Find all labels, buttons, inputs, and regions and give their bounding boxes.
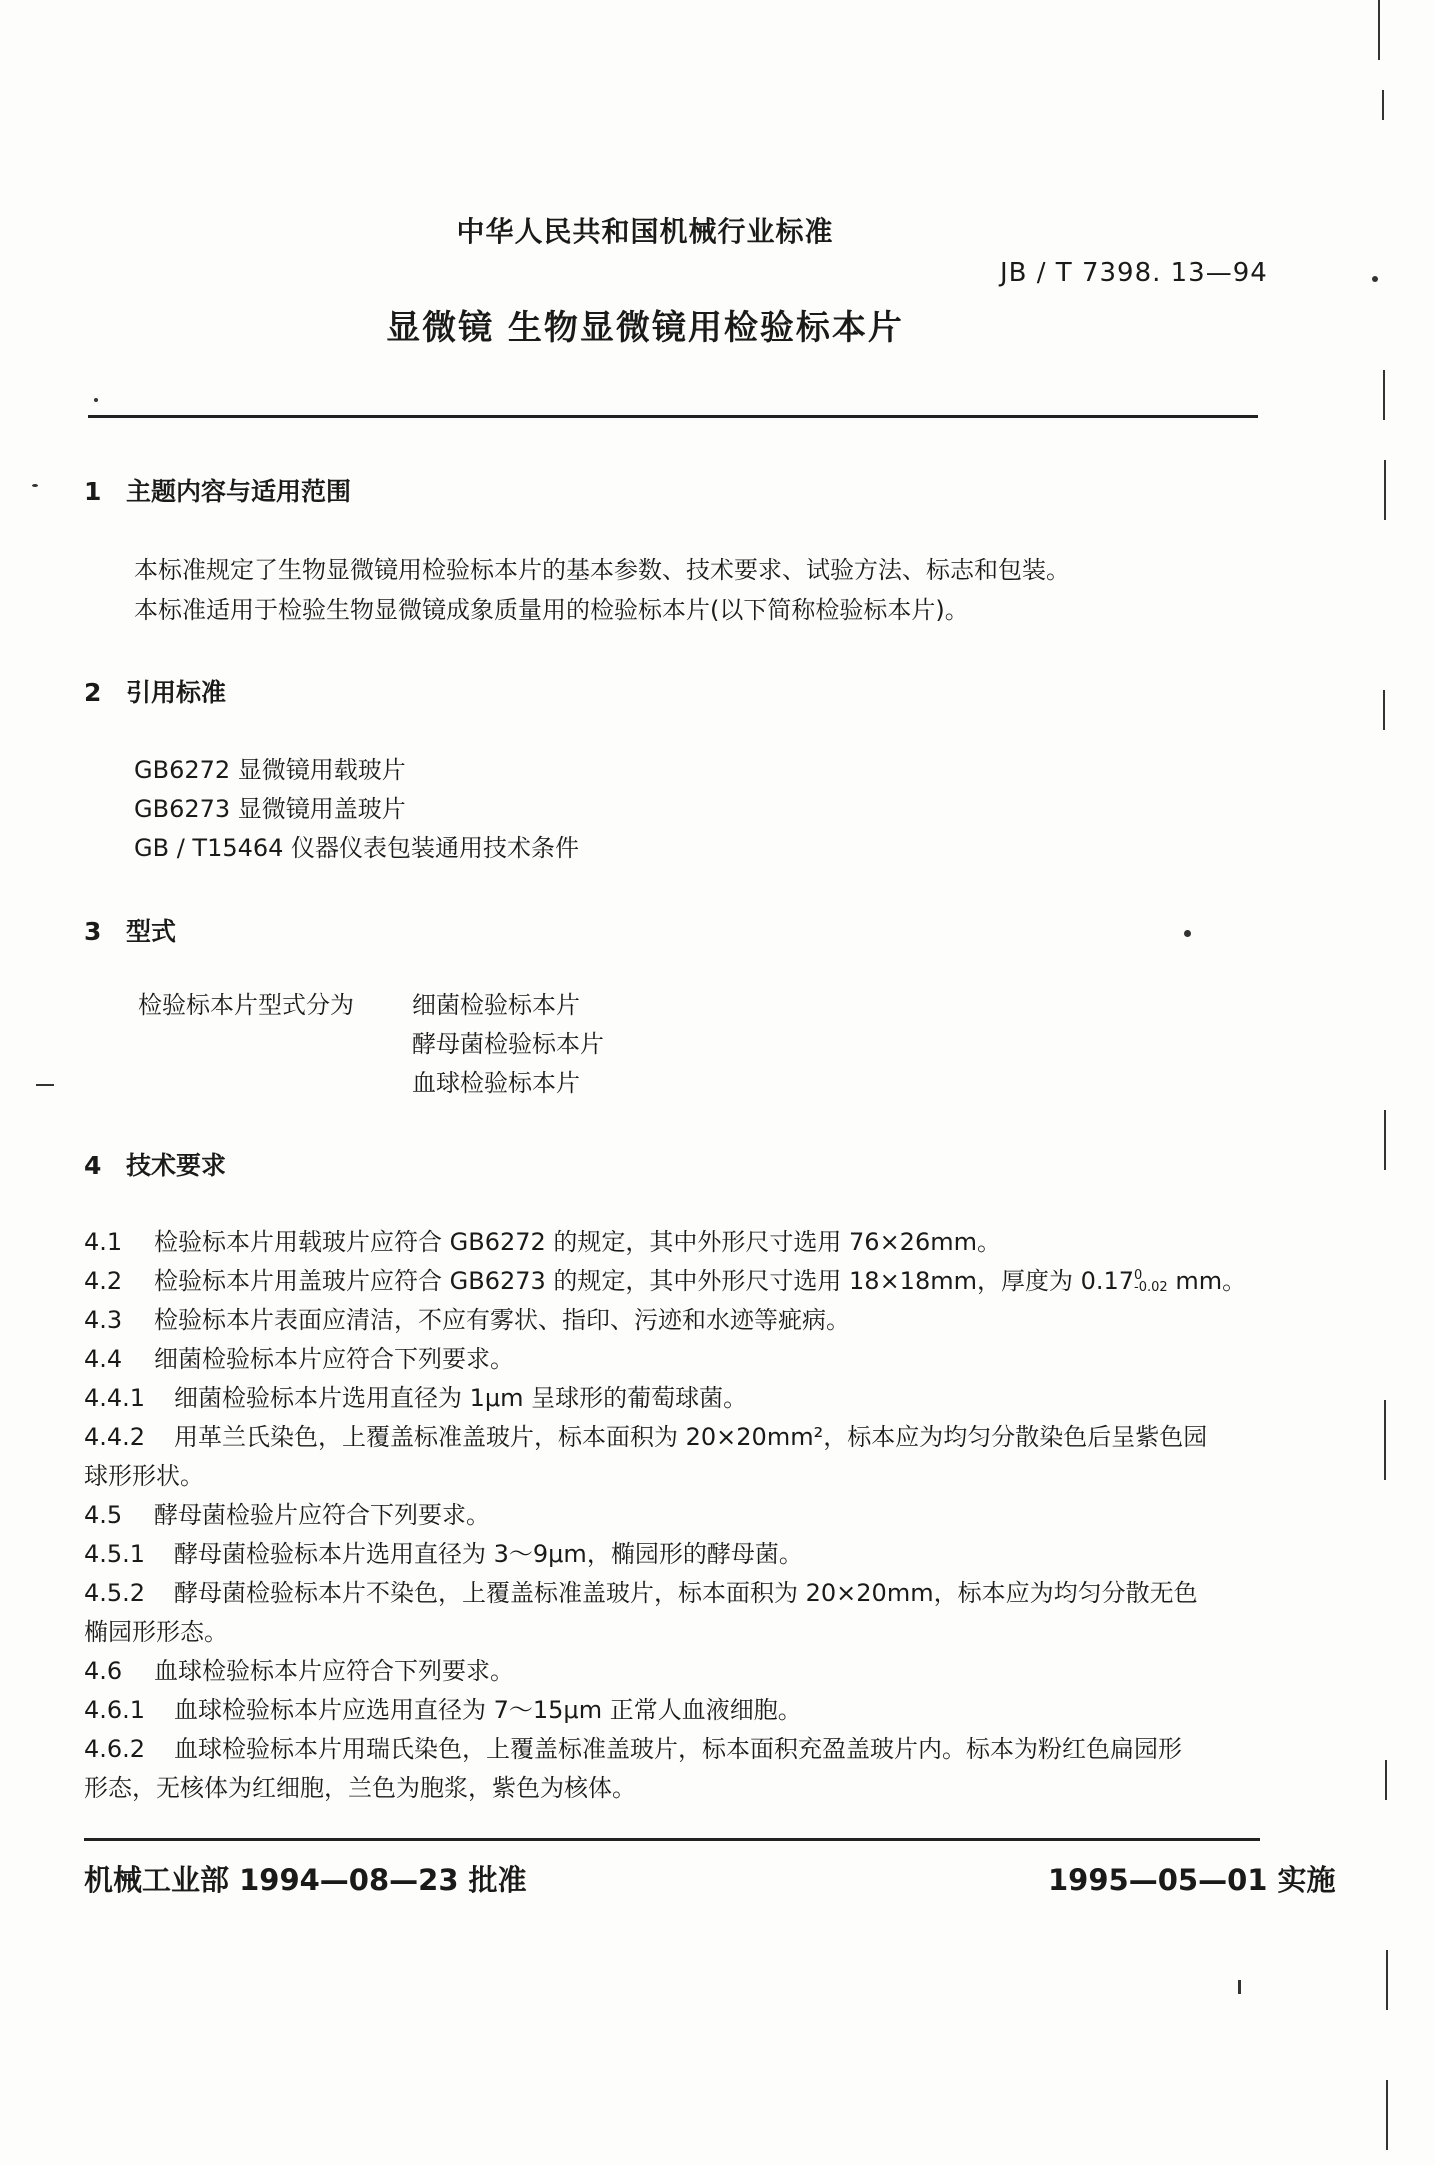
clause-text: 细菌检验标本片选用直径为 1μm 呈球形的葡萄球菌。: [174, 1384, 748, 1412]
section-title: 型式: [126, 917, 177, 946]
section-number: 1: [84, 477, 102, 506]
scan-speck: [1184, 930, 1191, 937]
clause-4-4: [84, 1339, 514, 1374]
clause-4-4-2: [84, 1417, 1207, 1452]
approval-date: 机械工业部 1994—08—23 批准: [84, 1863, 527, 1897]
section-number: 3: [84, 917, 102, 946]
clause-number: 4.6: [84, 1657, 123, 1685]
section-number: 2: [84, 678, 102, 707]
reference-item: GB / T15464 仪器仪表包装通用技术条件: [134, 834, 580, 862]
clause-4-6-2: [84, 1729, 1182, 1764]
clause-text: 血球检验标本片用瑞氏染色，上覆盖标准盖玻片，标本面积充盈盖玻片内。标本为粉红色扁园形: [174, 1735, 1182, 1763]
clause-text: 血球检验标本片应选用直径为 7～15μm 正常人血液细胞。: [174, 1696, 802, 1724]
scan-mark: [1382, 90, 1384, 120]
clause-text: 检验标本片用盖玻片应符合 GB6273 的规定，其中外形尺寸选用 18×18mm，厚度为 0.17: [154, 1267, 1135, 1295]
clause-4-2: [84, 1261, 1246, 1296]
standard-code: JB / T 7398. 13—94: [1000, 258, 1268, 288]
reference-item: GB6272 显微镜用载玻片: [134, 756, 406, 784]
standard-organization: 中华人民共和国机械行业标准: [456, 215, 834, 248]
clause-continuation: 椭园形形态。: [84, 1618, 228, 1646]
scan-mark: [1384, 460, 1386, 520]
clause-text: 检验标本片表面应清洁，不应有雾状、指印、污迹和水迹等疵病。: [154, 1306, 850, 1334]
scan-speck: [1238, 1980, 1241, 1994]
clause-number: 4.6.2: [84, 1735, 146, 1763]
clause-4-3: [84, 1300, 850, 1335]
section-2-heading: [84, 673, 226, 709]
reference-item: GB6273 显微镜用盖玻片: [134, 795, 406, 823]
clause-number: 4.2: [84, 1267, 123, 1295]
section-title: 引用标准: [126, 678, 227, 707]
clause-text: 检验标本片用载玻片应符合 GB6272 的规定，其中外形尺寸选用 76×26mm。: [154, 1228, 1001, 1256]
scan-speck: [36, 1084, 54, 1086]
tolerance-upper: 0: [1134, 1268, 1143, 1283]
scan-mark: [1386, 1950, 1388, 2010]
scan-speck: [1372, 276, 1378, 282]
clause-4-5-2: [84, 1573, 1198, 1608]
scan-mark: [1378, 0, 1380, 60]
paragraph: 本标准适用于检验生物显微镜成象质量用的检验标本片(以下简称检验标本片)。: [134, 596, 969, 624]
clause-number: 4.4.2: [84, 1423, 146, 1451]
clause-number: 4.4: [84, 1345, 123, 1373]
type-item: 血球检验标本片: [412, 1069, 580, 1097]
clause-text: 酵母菌检验标本片选用直径为 3～9μm，椭园形的酵母菌。: [174, 1540, 803, 1568]
clause-text: 血球检验标本片应符合下列要求。: [154, 1657, 514, 1685]
unit: mm。: [1167, 1267, 1247, 1295]
clause-number: 4.5.1: [84, 1540, 146, 1568]
section-3-heading: [84, 912, 176, 948]
clause-number: 4.6.1: [84, 1696, 146, 1724]
scan-mark: [1384, 1400, 1386, 1480]
clause-continuation: 形态，无核体为红细胞，兰色为胞浆，紫色为核体。: [84, 1774, 636, 1802]
scan-speck: [32, 484, 38, 487]
type-item: 酵母菌检验标本片: [412, 1030, 604, 1058]
page-title: 显微镜 生物显微镜用检验标本片: [386, 308, 904, 348]
scan-mark: [1386, 2080, 1388, 2150]
type-label: 检验标本片型式分为: [138, 991, 354, 1019]
scan-mark: [1383, 690, 1385, 730]
section-title: 主题内容与适用范围: [126, 477, 352, 506]
clause-text: 酵母菌检验标本片不染色，上覆盖标准盖玻片，标本面积为 20×20mm，标本应为均匀分散无色: [174, 1579, 1198, 1607]
header-divider: [88, 415, 1258, 418]
clause-number: 4.4.1: [84, 1384, 146, 1412]
clause-4-5-1: [84, 1534, 803, 1569]
clause-4-1: [84, 1222, 1001, 1257]
clause-4-6-1: [84, 1690, 802, 1725]
clause-text: 细菌检验标本片应符合下列要求。: [154, 1345, 514, 1373]
section-1-heading: [84, 472, 351, 508]
clause-4-5: [84, 1495, 490, 1530]
section-4-heading: [84, 1146, 226, 1182]
scan-mark: [1384, 1110, 1386, 1170]
scan-mark: [1385, 1760, 1387, 1800]
clause-text: 酵母菌检验片应符合下列要求。: [154, 1501, 490, 1529]
effective-date: 1995—05—01 实施: [1048, 1863, 1336, 1897]
section-number: 4: [84, 1151, 102, 1180]
scan-mark: [1383, 370, 1385, 420]
type-item: 细菌检验标本片: [412, 991, 580, 1019]
section-title: 技术要求: [126, 1151, 227, 1180]
clause-number: 4.5: [84, 1501, 123, 1529]
clause-4-4-1: [84, 1378, 747, 1413]
clause-number: 4.3: [84, 1306, 123, 1334]
paragraph: 本标准规定了生物显微镜用检验标本片的基本参数、技术要求、试验方法、标志和包装。: [134, 556, 1070, 584]
clause-number: 4.5.2: [84, 1579, 146, 1607]
scan-speck: [94, 398, 98, 402]
clause-continuation: 球形形状。: [84, 1462, 204, 1490]
footer-divider: [84, 1838, 1260, 1841]
tolerance-lower: -0.02: [1134, 1280, 1168, 1295]
clause-4-6: [84, 1651, 514, 1686]
clause-text: 用革兰氏染色，上覆盖标准盖玻片，标本面积为 20×20mm²，标本应为均匀分散染色后呈紫色园: [174, 1423, 1208, 1451]
clause-number: 4.1: [84, 1228, 123, 1256]
